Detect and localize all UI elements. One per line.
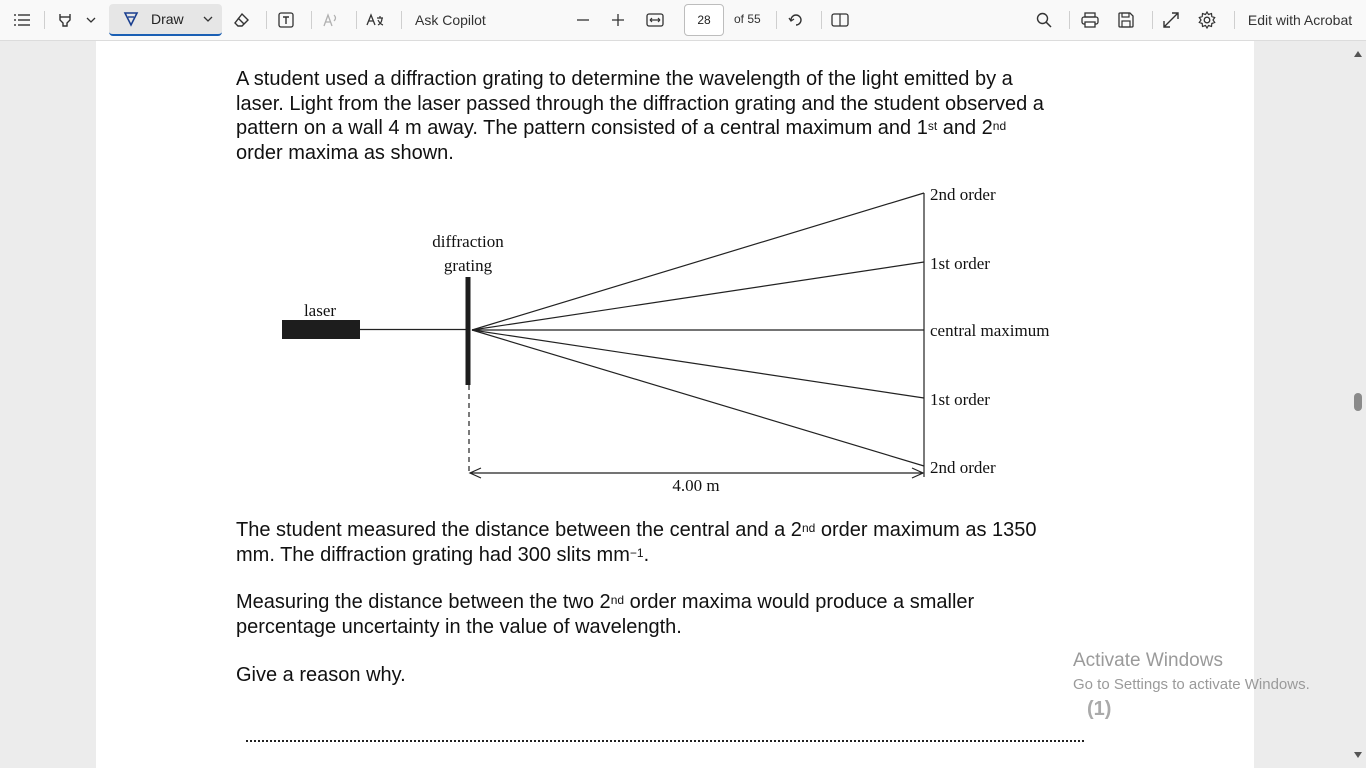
separator xyxy=(266,11,267,29)
pdf-toolbar xyxy=(0,0,1366,41)
ask-copilot-button[interactable]: Ask Copilot xyxy=(415,12,486,28)
uncert-line-2: percentage uncertainty in the value of wavelength. xyxy=(236,615,682,638)
scrollbar-thumb[interactable] xyxy=(1354,393,1362,411)
answer-line xyxy=(246,740,1084,742)
ray-2nd-top xyxy=(472,193,924,330)
separator xyxy=(821,11,822,29)
reason-prompt: Give a reason why. xyxy=(236,664,406,686)
grating-label-2: grating xyxy=(443,256,493,275)
uncert-line-1: Measuring the distance between the two 2nd order maxima would produce a smaller xyxy=(236,591,975,613)
label-central-maximum: central maximum xyxy=(930,321,1050,340)
settings-gear-icon[interactable] xyxy=(1196,4,1218,36)
laser-label: laser xyxy=(303,301,337,320)
save-icon[interactable] xyxy=(1115,4,1137,36)
ray-1st-top xyxy=(472,262,924,330)
fit-width-icon[interactable] xyxy=(644,4,666,36)
intro-line-3: pattern on a wall 4 m away. The pattern consisted of a central maximum and 1st and 2nd xyxy=(236,117,1007,139)
grating-bar xyxy=(466,277,471,385)
print-icon[interactable] xyxy=(1079,4,1101,36)
draw-button[interactable] xyxy=(109,4,222,36)
separator xyxy=(311,11,312,29)
zoom-in-icon[interactable] xyxy=(608,4,628,36)
intro-line-2: laser. Light from the laser passed through the diffraction grating and the student observed a xyxy=(236,92,1044,115)
ray-1st-bottom xyxy=(472,330,924,398)
measurement-paragraph xyxy=(236,518,1116,567)
separator xyxy=(356,11,357,29)
label-2nd-order-top: 2nd order xyxy=(930,185,996,204)
edit-with-acrobat-button[interactable]: Edit with Acrobat xyxy=(1247,12,1353,28)
draw-options-chevron-icon[interactable] xyxy=(203,16,213,22)
highlight-icon[interactable] xyxy=(54,4,76,36)
page-total: of 55 xyxy=(734,12,761,26)
draw-pen-icon xyxy=(123,11,139,27)
marks-label: (1) xyxy=(1087,698,1112,720)
scroll-up-arrow-icon[interactable] xyxy=(1354,51,1362,57)
ray-2nd-bottom xyxy=(472,330,924,466)
zoom-out-icon[interactable] xyxy=(573,4,593,36)
expand-icon[interactable] xyxy=(1160,4,1182,36)
separator xyxy=(1234,11,1235,29)
page-number-input[interactable]: 28 xyxy=(684,4,724,36)
separator xyxy=(1152,11,1153,29)
eraser-icon[interactable] xyxy=(230,4,252,36)
translate-icon[interactable] xyxy=(364,4,386,36)
separator xyxy=(776,11,777,29)
contents-list-icon[interactable] xyxy=(10,4,34,36)
laser-block xyxy=(282,320,360,339)
label-1st-order-bottom: 1st order xyxy=(930,390,990,409)
label-1st-order-top: 1st order xyxy=(930,254,990,273)
measure-line-1: The student measured the distance between the central and a 2nd order maximum as 1350 xyxy=(236,519,1037,541)
scroll-down-arrow-icon[interactable] xyxy=(1354,752,1362,758)
intro-line-4: order maxima as shown. xyxy=(236,141,454,164)
page-view-icon[interactable] xyxy=(830,4,850,36)
uncertainty-paragraph xyxy=(236,590,1116,639)
measure-line-2: mm. The diffraction grating had 300 slits $mm^{-1}$. xyxy=(236,543,650,566)
distance-label: 4.00 m xyxy=(672,476,720,495)
intro-line-1: A student used a diffraction grating to determine the wavelength of the light emitted by a xyxy=(236,68,1013,90)
text-box-icon[interactable] xyxy=(276,4,296,36)
label-2nd-order-bottom: 2nd order xyxy=(930,458,996,477)
draw-label: Draw xyxy=(151,11,184,27)
rotate-icon[interactable] xyxy=(786,4,806,36)
diffraction-diagram xyxy=(96,41,1254,511)
grating-label-1: diffraction xyxy=(432,232,504,251)
watermark-line-2: Go to Settings to activate Windows. xyxy=(1073,676,1310,693)
watermark-line-1: Activate Windows xyxy=(1073,650,1223,671)
highlight-options-chevron-icon[interactable] xyxy=(84,4,98,36)
activation-watermark xyxy=(1073,650,1310,693)
separator xyxy=(1069,11,1070,29)
search-icon[interactable] xyxy=(1034,4,1054,36)
separator xyxy=(401,11,402,29)
read-aloud-icon[interactable] xyxy=(320,4,340,36)
separator xyxy=(44,11,45,29)
